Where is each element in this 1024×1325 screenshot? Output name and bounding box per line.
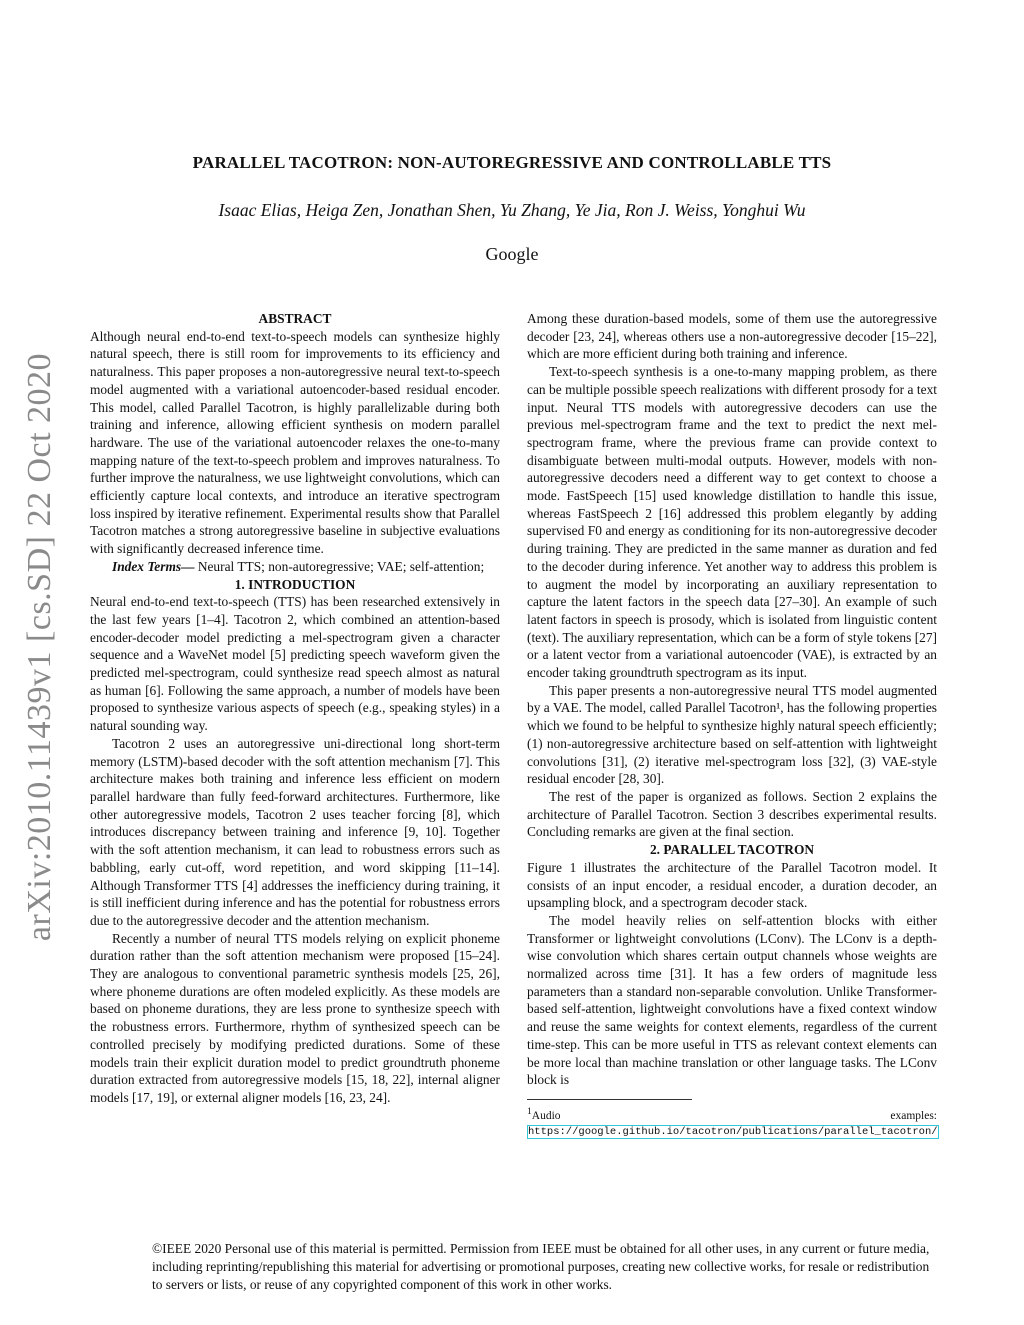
footnote xyxy=(527,1104,937,1140)
intro-paragraph-2: Tacotron 2 uses an autoregressive uni-directional long short-term memory (LSTM)-based decoder with the soft attention mechanism [7]. This architecture makes both training and inference less efficient on modern parallel hardware than fully feed-forward architectures. Furthermore, like other autoregressive models, Tacotron 2 uses teacher forcing [8], which introduces discrepancy between training and inference [9, 10]. Together with the soft attention mechanism, it can lead to robustness errors such as babbling, early cut-off, word repetition, and word skipping [11–14]. Although Transformer TTS [4] addresses the inefficiency during training, it is still inefficient during inference and has the potential for robustness errors due to the autoregressive decoder and the attention mechanism. xyxy=(90,735,500,928)
abstract-text: Although neural end-to-end text-to-speech models can synthesize highly natural speech, there is still room for improvements to its efficiency and naturalness. This paper proposes a non-autoregressive neural text-to-speech model augmented with a variational autoencoder-based residual encoder. This model, called Parallel Tacotron, is highly parallelizable during both training and inference, allowing efficient synthesis on modern parallel hardware. The use of the variational autoencoder relaxes the one-to-many mapping nature of the text-to-speech problem and improves naturalness. To further improve the naturalness, we use lightweight convolutions, which can efficiently capture local contexts, and introduce an iterative spectrogram loss inspired by iterative refinement. Experimental results show that Parallel Tacotron matches a strong autoregressive baseline in subjective evaluations with significantly decreased inference time. xyxy=(90,328,500,557)
right-column xyxy=(527,310,937,1140)
left-column xyxy=(90,310,500,1107)
author-list: Isaac Elias, Heiga Zen, Jonathan Shen, Yu Zhang, Ye Jia, Ron J. Weiss, Yonghui Wu xyxy=(218,200,806,220)
arxiv-sidebar xyxy=(18,352,62,942)
intro-paragraph-6: This paper presents a non-autoregressive neural TTS model augmented by a VAE. The model, called Parallel Tacotron¹, has the following properties which we found to be helpful to synthesize highly natural speech efficiently; (1) non-autoregressive architecture based on self-attention with lightweight convolutions [31], (2) iterative mel-spectrogram loss [32], (3) VAE-style residual encoder [28, 30]. xyxy=(527,682,937,787)
intro-paragraph-4: Among these duration-based models, some of them use the autoregressive decoder [23, 24], whereas others use a non-autoregressive decoder [15–22], which are more efficient during both training and inference. xyxy=(527,311,937,362)
intro-paragraph-1: Neural end-to-end text-to-speech (TTS) has been researched extensively in the last few years [1–4]. Tacotron 2, which combined an attention-based encoder-decoder model predicting a mel-spectrogram given a character sequence and a WaveNet model [5] predicting speech waveform given the predicted mel-spectrogram, could synthesize read speech almost as natural as human [6]. Following the same approach, a number of models have been proposed to synthesize various aspects of speech (e.g., speaking styles) in a natural sounding way. xyxy=(90,594,500,734)
intro-paragraph-7: The rest of the paper is organized as follows. Section 2 explains the architecture of Parallel Tacotron. Section 3 describes experimental results. Concluding remarks are given at the final section. xyxy=(527,788,937,840)
intro-paragraph-3: Recently a number of neural TTS models relying on explicit phoneme duration rather than the soft attention mechanism were proposed [15–24]. They are analogous to conventional parametric synthesis models [25, 26], where phoneme durations are often modeled explicitly. As these models are based on phoneme durations, they are less prone to synthesize speech with the robustness errors. Furthermore, rhythm of synthesized speech can be controlled precisely by modifying predicted durations. Some of these models train their explicit duration model to predict groundtruth phoneme duration extracted from autoregressive models [15, 18, 22], internal aligner models [17, 19], or external aligner models [16, 23, 24]. xyxy=(90,930,500,1105)
intro-heading: 1. INTRODUCTION xyxy=(234,576,356,592)
section2-paragraph-1: Figure 1 illustrates the architecture of the Parallel Tacotron model. It consists of an input encoder, a residual encoder, a duration decoder, an upsampling block, and a spectrogram decoder stack. xyxy=(527,859,937,911)
footnote-rule xyxy=(527,1099,692,1100)
section2-paragraph-2: The model heavily relies on self-attention blocks with either Transformer or lightweight convolutions (LConv). The LConv is a depth-wise convolution which shares certain output channels whose weights are normalized across time [31]. It has a few orders of magnitude less parameters than a standard non-separable convolution. Unlike Transformer-based self-attention, lightweight convolutions have a fixed context window and reuse the same weights for context elements, regardless of the current time-step. This can be more useful in TTS as relevant context elements can be more local than machine translation or other language tasks. The LConv block is xyxy=(527,912,937,1088)
index-terms-label: Index Terms— xyxy=(112,558,195,574)
section2-heading: 2. PARALLEL TACOTRON xyxy=(649,842,815,858)
index-terms xyxy=(90,558,500,576)
footnote-label: Audio examples: xyxy=(531,1109,937,1122)
footnote-link[interactable]: https://google.github.io/tacotron/publications/parallel_tacotron/ xyxy=(528,1125,938,1138)
paper-title: PARALLEL TACOTRON: NON-AUTOREGRESSIVE AND CONTROLLABLE TTS xyxy=(192,153,832,172)
index-terms-text: Neural TTS; non-autoregressive; VAE; self-attention; xyxy=(194,558,485,574)
affiliation: Google xyxy=(485,244,539,264)
arxiv-id: arXiv:2010.11439v1 [cs.SD] 22 Oct 2020 xyxy=(21,352,58,942)
copyright-notice: ©IEEE 2020 Personal use of this material is permitted. Permission from IEEE must be obtained for all other uses, in any current or future media, including reprinting/republishing this material for advertising or promotional purposes, creating new collective works, for resale or redistribution to servers or lists, or reuse of any copyrighted component of this work in other works. xyxy=(152,1241,930,1292)
abstract-heading: ABSTRACT xyxy=(258,311,332,326)
footnote-mark: 1 xyxy=(527,1105,532,1117)
intro-paragraph-5: Text-to-speech synthesis is a one-to-many mapping problem, as there can be multiple possible speech realizations with different prosody for a text input. Neural TTS models with autoregressive decoders can use the previous mel-spectrogram frame and the text to predict the next mel-spectrogram frame, where the previous frame can provide context to disambiguate between multi-modal outputs. However, models with non-autoregressive decoders need a different way to get context to choose a mode. FastSpeech [15] used knowledge distillation to handle this issue, whereas FastSpeech 2 [16] addressed this problem elegantly by adding supervised F0 and energy as conditioning for its non-autoregressive decoder during training. They are predicted in the same manner as duration and fed to the decoder during inference. Yet another way to address this problem is to augment the model by incorporating an auxiliary representation to capture the latent factors in the speech data [27–30]. An example of such latent factors in speech is prosody, which is isolated from linguistic content (text). The auxiliary representation, which can be a form of style tokens [27] or a latent vector from a variational autoencoder (VAE), is extracted by an encoder taking groundtruth spectrogram as its input. xyxy=(527,364,937,681)
